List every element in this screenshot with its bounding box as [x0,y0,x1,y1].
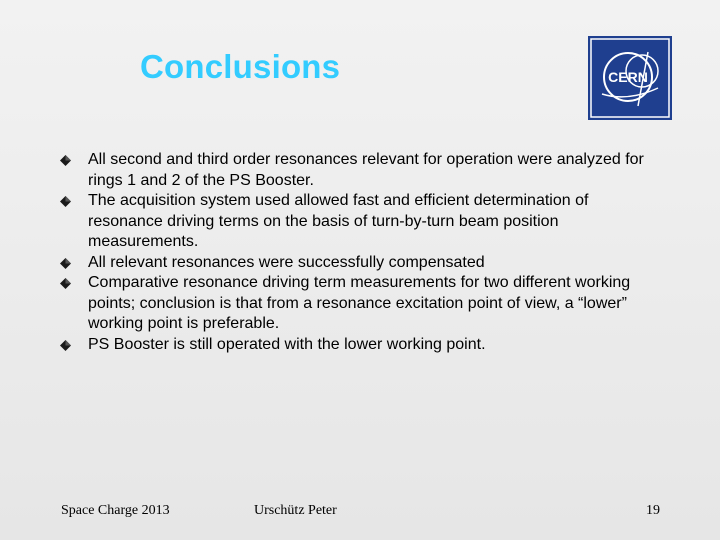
page-number: 19 [646,503,660,518]
diamond-bullet-icon [60,278,71,289]
bullet-item [60,335,660,356]
bullet-list [60,150,660,355]
diamond-bullet-icon [60,155,71,166]
bullet-item [60,191,660,253]
diamond-bullet-icon [60,258,71,269]
bullet-text: PS Booster is still operated with the lower working point. [88,335,486,353]
cern-logo-text: CERN [608,69,648,85]
cern-logo-icon [588,36,672,120]
footer-event: Space Charge 2013 [61,503,170,518]
bullet-item [60,253,660,274]
bullet-text: All relevant resonances were successfully compensated [88,253,485,271]
diamond-bullet-icon [60,196,71,207]
footer-author: Urschütz Peter [254,503,337,518]
slide-title: Conclusions [140,48,341,85]
bullet-text: All second and third order resonances relevant for operation were analyzed for rings 1 and 2 of the PS Booster. [88,151,644,189]
bullet-text: Comparative resonance driving term measurements for two different working points; conclusion is that from a resonance excitation point of view, a “lower” working point is preferable. [88,274,631,332]
bullet-text: The acquisition system used allowed fast and efficient determination of resonance driving terms on the basis of turn-by-turn beam position measurements. [88,192,589,250]
diamond-bullet-icon [60,340,71,351]
bullet-item [60,150,660,191]
bullet-item [60,273,660,335]
